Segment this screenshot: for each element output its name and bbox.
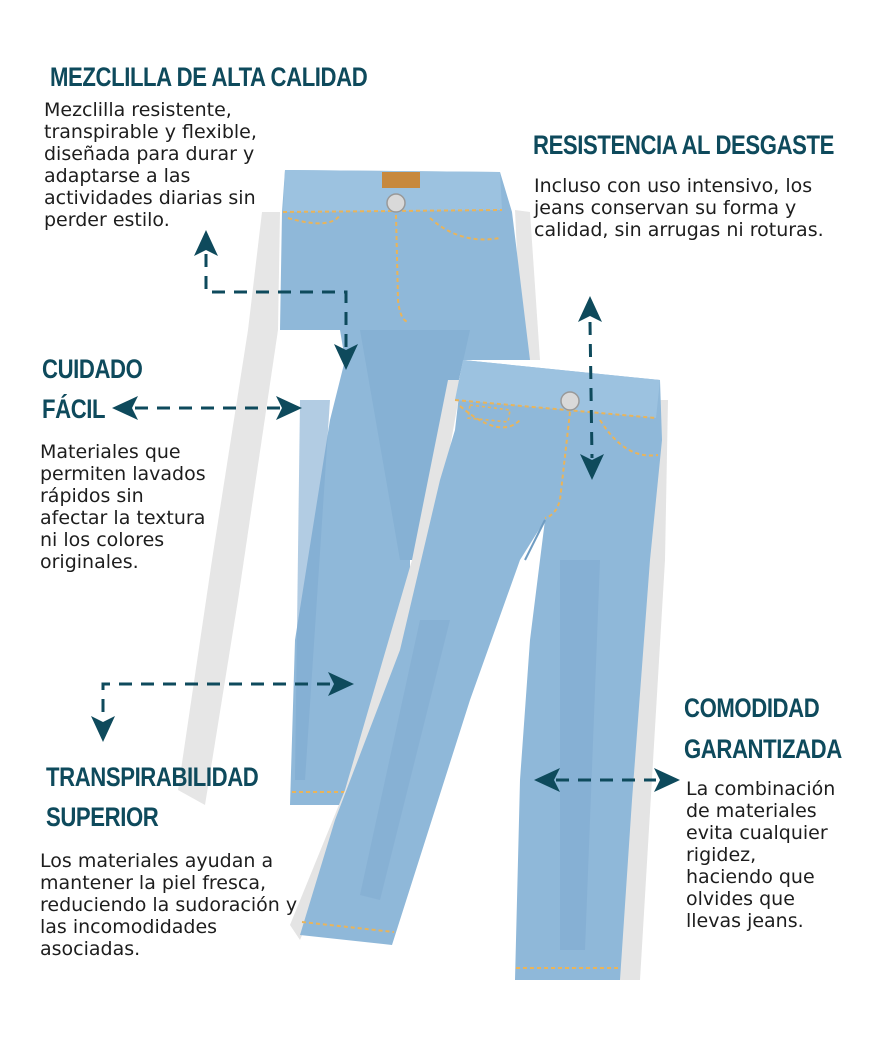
heading-cuidado-line1: CUIDADO bbox=[42, 354, 143, 384]
text-cuidado: Materiales que permiten lavados rápidos sin afectar la textura ni los colores originales. bbox=[40, 441, 206, 573]
text-mezclilla: Mezclilla resistente, transpirable y flexible, diseñada para durar y adaptarse a las actividades diarias sin perder estilo. bbox=[44, 99, 257, 231]
text-resistencia: Incluso con uso intensivo, los jeans conservan su forma y calidad, sin arrugas ni roturas. bbox=[534, 175, 824, 241]
heading-cuidado-line2: FÁCIL bbox=[42, 394, 106, 424]
heading-comodidad-line1: COMODIDAD bbox=[684, 693, 820, 723]
text-transpirabilidad: Los materiales ayudan a mantener la piel fresca, reduciendo la sudoración y las incomodidades asociadas. bbox=[40, 850, 298, 960]
heading-transpirabilidad-line1: TRANSPIRABILIDAD bbox=[46, 762, 259, 792]
heading-comodidad-line2: GARANTIZADA bbox=[684, 734, 842, 764]
heading-resistencia: RESISTENCIA AL DESGASTE bbox=[533, 130, 834, 160]
heading-mezclilla: MEZCLILLA DE ALTA CALIDAD bbox=[50, 62, 368, 92]
heading-transpirabilidad-line2: SUPERIOR bbox=[46, 802, 159, 832]
text-comodidad: La combinación de materiales evita cualquier rigidez, haciendo que olvides que llevas jeans. bbox=[686, 778, 836, 932]
